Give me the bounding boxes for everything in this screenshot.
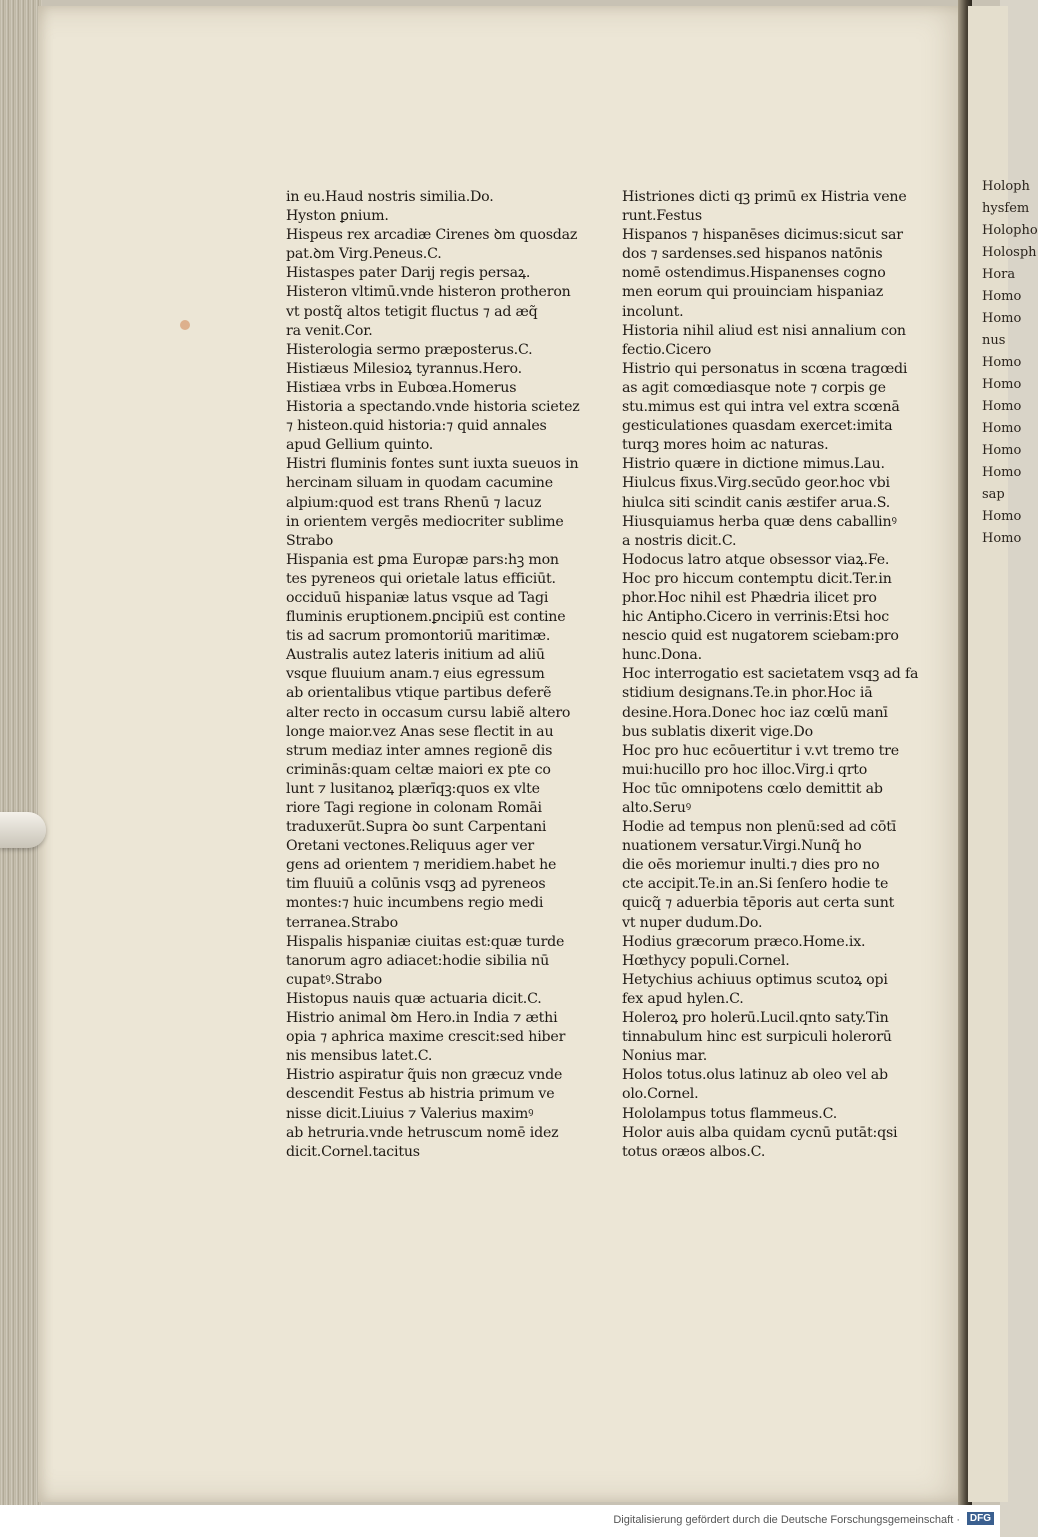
adjacent-line: Hora: [982, 267, 1016, 282]
entry-line: runt.Festus: [622, 208, 702, 225]
entry-line: Histopus nauis quæ actuaria dicit.C.: [286, 990, 542, 1007]
adjacent-line: hysfem: [982, 201, 1030, 216]
entry-line: descendit Festus ab histria primum ve: [286, 1086, 555, 1103]
entry-line: Hoc pro hiccum contemptu dicit.Ter.in: [622, 570, 892, 587]
entry-line: vsque fluuium anam.⁊ eius egressum: [286, 666, 545, 683]
adjacent-line: Homo: [982, 399, 1022, 414]
entry-line: Hispeus rex arcadiæ Cirenes ꝺm quosdaz: [286, 227, 578, 244]
entry-line: strum mediaz inter amnes regionē dis: [286, 742, 553, 759]
entry-line: Oretani vectones.Reliquus ager ver: [286, 838, 535, 855]
entry-line: nisse dicit.Liuius ⁊ Valerius maximꝰ: [286, 1105, 534, 1122]
adjacent-line: Homo: [982, 289, 1022, 304]
entry-line: Histeron vltimū.vnde histeron protheron: [286, 284, 571, 301]
entry-line: quicq̃ ⁊ aduerbia tēporis aut certa sunt: [622, 895, 895, 912]
entry-line: in eu.Haud nostris similia.Do.: [286, 189, 494, 205]
entry-line: Holeroꝝ pro holerū.Lucil.qnto saty.Tin: [622, 1010, 889, 1027]
entry-line: Hodocus latro atque obsessor viaꝝ.Fe.: [622, 551, 890, 568]
entry-line: mui:hucillo pro hoc illoc.Virg.i qrto: [622, 761, 868, 778]
dfg-logo: DFG: [967, 1512, 994, 1525]
entry-line: Historia a spectando.vnde historia scietez: [286, 399, 580, 416]
adjacent-line: Homo: [982, 355, 1022, 370]
entry-line: tanorum agro adiacet:hodie sibilia nū: [286, 952, 550, 969]
entry-line: apud Gellium quinto.: [286, 437, 434, 454]
entry-line: nescio quid est nugatorem sciebam:pro: [622, 628, 899, 645]
entry-line: cte accipit.Te.in an.Si ſenſero hodie te: [622, 876, 889, 893]
entry-line: bus sublatis dixerit vige.Do: [622, 723, 813, 740]
entry-line: Hodie ad tempus non plenū:sed ad cōtī: [622, 819, 897, 836]
entry-line: lunt ⁊ lusitanoꝝ plærīqꝫ:quos ex vlte: [286, 780, 540, 797]
entry-line: alpium:quod est trans Rhenū ⁊ lacuz: [286, 494, 542, 511]
entry-line: tis ad sacrum promontoriū maritimæ.: [286, 628, 551, 645]
text-column-right: [622, 188, 922, 1162]
entry-line: in orientem vergēs mediocriter sublime: [286, 513, 564, 530]
entry-line: Hispania est ꝑma Europæ pars:hꝫ mon: [286, 551, 559, 568]
entry-line: Histriones dicti qꝫ primū ex Histria vene: [622, 189, 907, 205]
entry-line: Hoc pro huc ecōuertitur i v.vt tremo tre: [622, 742, 899, 759]
entry-line: desine.Hora.Donec hoc iaz cœlū manī: [622, 704, 888, 721]
entry-line: Histerologia sermo præposterus.C.: [286, 341, 533, 358]
entry-line: Hetychius achiuus optimus scutoꝝ opi: [622, 971, 888, 988]
entry-line: Holor auis alba quidam cycnū putāt:qsi: [622, 1124, 898, 1141]
entry-line: tim fluuiū a colūnis vsqꝫ ad pyreneos: [286, 876, 546, 893]
entry-line: Hoc tūc omnipotens cœlo demittit ab: [622, 780, 883, 797]
entry-line: Histrio animal ꝺm Hero.in India ⁊ æthi: [286, 1010, 558, 1027]
adjacent-line: Holosph: [982, 245, 1037, 260]
entry-line: fectio.Cicero: [622, 341, 712, 358]
entry-line: Histaspes pater Darij regis persaꝝ.: [286, 265, 531, 282]
entry-line: nis mensibus latet.C.: [286, 1048, 433, 1065]
entry-line: longe maior.vez Anas sese flectit in au: [286, 723, 554, 740]
entry-line: Holos totus.olus latinuz ab oleo vel ab: [622, 1067, 888, 1084]
entry-line: nomē ostendimus.Hispanenses cogno: [622, 265, 886, 282]
entry-line: Hiusquiamus herba quæ dens caballinꝰ: [622, 513, 897, 530]
entry-line: Hispanos ⁊ hispanēses dicimus:sicut sar: [622, 227, 903, 244]
bookmark-tab: [0, 812, 46, 848]
entry-line: Hololampus totus flammeus.C.: [622, 1105, 838, 1122]
entry-line: incolunt.: [622, 303, 684, 320]
entry-line: Histrio qui personatus in scœna tragœdi: [622, 360, 908, 377]
entry-line: riore Tagi regione in colonam Romāi: [286, 800, 542, 816]
entry-line: alter recto in occasum cursu labiẽ altero: [286, 704, 571, 721]
text-column-left: [286, 188, 586, 1162]
entry-line: Histrio quære in dictione mimus.Lau.: [622, 456, 885, 473]
adjacent-line: Homo: [982, 311, 1022, 326]
entry-line: fex apud hylen.C.: [622, 990, 744, 1007]
entry-line: hic Antipho.Cicero in verrinis:Etsi hoc: [622, 609, 889, 626]
entry-line: gens ad orientem ⁊ meridiem.habet he: [286, 857, 557, 874]
entry-line: Histrio aspiratur q̃uis non græcuz vnde: [286, 1067, 563, 1084]
entry-line: a nostris dicit.C.: [622, 532, 737, 549]
entry-line: hercinam siluam in quodam cacumine: [286, 475, 553, 492]
entry-line: gesticulationes quasdam exercet:imita: [622, 418, 893, 435]
entry-line: turqꝫ mores hoim ac naturas.: [622, 437, 829, 454]
entry-line: pat.ꝺm Virg.Peneus.C.: [286, 246, 442, 263]
adjacent-line: Holoph: [982, 179, 1030, 194]
entry-line: Hispalis hispaniæ ciuitas est:quæ turde: [286, 933, 565, 950]
adjacent-page: [968, 6, 1038, 1502]
adjacent-line: Homo: [982, 377, 1022, 392]
entry-line: Hoc interrogatio est sacietatem vsqꝫ ad fa: [622, 666, 919, 683]
entry-line: criminās:quam celtæ maiori ex pte co: [286, 761, 551, 778]
entry-line: dicit.Cornel.tacitus: [286, 1143, 420, 1160]
entry-line: totus oræos albos.C.: [622, 1143, 766, 1160]
entry-line: ra venit.Cor.: [286, 322, 373, 339]
entry-line: men eorum qui prouinciam hispaniaz: [622, 284, 884, 301]
entry-line: Historia nihil aliud est nisi annalium con: [622, 322, 906, 339]
entry-line: vt nuper dudum.Do.: [622, 914, 763, 931]
adjacent-line: Homo: [982, 421, 1022, 436]
entry-line: hunc.Dona.: [622, 647, 702, 664]
entry-line: Hœthycy populi.Cornel.: [622, 952, 790, 969]
entry-line: stu.mimus est qui intra vel extra scœnā: [622, 399, 900, 416]
entry-line: alto.Seruꝰ: [622, 800, 691, 816]
adjacent-line: Homo: [982, 509, 1022, 524]
entry-line: nuationem versatur.Virgi.Nunq̃ ho: [622, 838, 862, 855]
adjacent-page-text: [968, 176, 1038, 550]
entry-line: Hyston ꝑnium.: [286, 208, 389, 225]
entry-line: traduxerūt.Supra ꝺo sunt Carpentani: [286, 819, 547, 836]
entry-line: vt postq̃ altos tetigit fluctus ⁊ ad æq̃: [286, 303, 538, 320]
entry-line: dos ⁊ sardenses.sed hispanos natōnis: [622, 246, 883, 263]
entry-line: Hiulcus fixus.Virg.secūdo geor.hoc vbi: [622, 475, 890, 492]
entry-line: Australis autez lateris initium ad aliū: [286, 647, 545, 664]
entry-line: cupatꝰ.Strabo: [286, 971, 382, 988]
entry-line: opia ⁊ aphrica maxime crescit:sed hiber: [286, 1029, 566, 1046]
adjacent-line: Homo: [982, 443, 1022, 458]
entry-line: ab orientalibus vtique partibus deferẽ: [286, 685, 552, 702]
entry-line: tes pyreneos qui orietale latus efficiūt.: [286, 570, 556, 587]
entry-line: olo.Cornel.: [622, 1086, 699, 1103]
ink-stain: [180, 320, 190, 330]
entry-line: as agit comœdiasque note ⁊ corpis ge: [622, 379, 886, 396]
page-stack-edge: [0, 0, 42, 1505]
entry-line: montes:⁊ huic incumbens regio medi: [286, 895, 544, 912]
entry-line: terranea.Strabo: [286, 914, 398, 931]
entry-line: phor.Hoc nihil est Phædria ilicet pro: [622, 589, 877, 606]
adjacent-line: Homo: [982, 465, 1022, 480]
adjacent-line: nus: [982, 333, 1006, 348]
entry-line: Histri fluminis fontes sunt iuxta sueuos in: [286, 456, 579, 473]
entry-line: die oēs moriemur inulti.⁊ dies pro no: [622, 857, 880, 874]
adjacent-line: Homo: [982, 531, 1022, 546]
entry-line: Strabo: [286, 532, 334, 549]
adjacent-line: sap: [982, 487, 1005, 502]
entry-line: Hodius græcorum præco.Home.ix.: [622, 933, 866, 950]
entry-line: Histiæa vrbs in Eubœa.Homerus: [286, 379, 517, 396]
entry-line: Nonius mar.: [622, 1048, 708, 1065]
entry-line: tinnabulum hinc est surpiculi holerorū: [622, 1029, 892, 1046]
entry-line: Histiæus Milesioꝝ tyrannus.Hero.: [286, 360, 522, 377]
entry-line: ab hetruria.vnde hetruscum nomē idez: [286, 1124, 559, 1141]
funding-credit: Digitalisierung gefördert durch die Deutsche Forschungsgemeinschaft ·: [613, 1514, 960, 1526]
adjacent-line: Holopho: [982, 223, 1038, 238]
entry-line: occiduū hispaniæ latus vsque ad Tagi: [286, 589, 549, 606]
entry-line: hiulca siti scindit canis æstifer arua.S.: [622, 494, 891, 511]
entry-line: stidium designans.Te.in phor.Hoc iā: [622, 685, 873, 702]
entry-line: ⁊ histeon.quid historia:⁊ quid annales: [286, 418, 547, 435]
entry-line: fluminis eruptionem.ꝑncipiū est contine: [286, 609, 566, 626]
